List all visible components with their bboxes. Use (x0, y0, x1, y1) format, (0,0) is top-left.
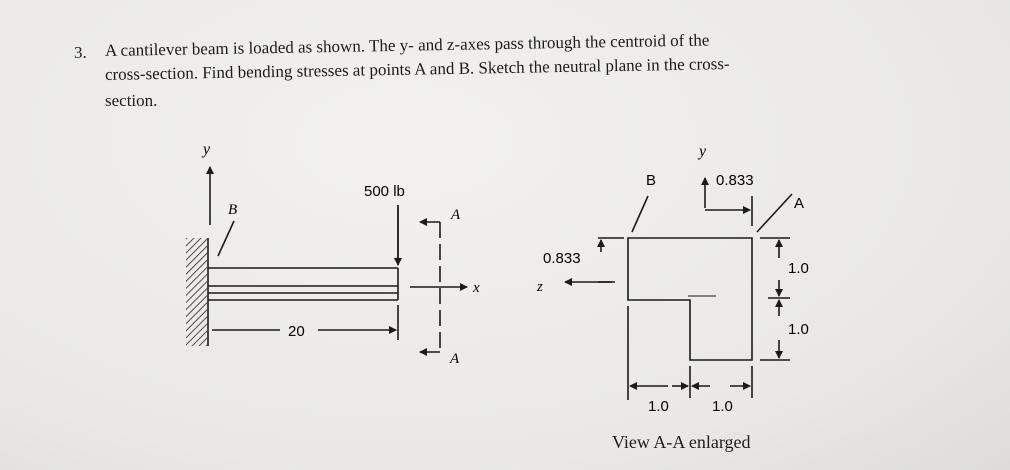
beam-body (208, 268, 398, 300)
question-text-line-3: section. (105, 91, 158, 110)
section-a-top-label: A (451, 207, 461, 223)
question-text-line-1: A cantilever beam is loaded as shown. The y- and z-axes pass through the centroid of the (104, 30, 710, 60)
cross-section-diagram (565, 178, 792, 400)
load-label: 500 lb (364, 183, 405, 200)
bottom-dimension-right-label: 1.0 (712, 398, 733, 415)
pointer-a-section (757, 194, 792, 232)
x-axis-label: x (473, 280, 480, 296)
l-section-outline (628, 238, 752, 360)
beam-y-label: y (203, 141, 211, 158)
length-label: 20 (288, 323, 305, 340)
question-text-line-2: cross-section. Find bending stresses at points A and B. Sketch the neutral plane in the cross- (104, 54, 730, 84)
section-point-b-label: B (646, 172, 657, 189)
z-axis-label: z (537, 279, 543, 295)
left-dimension-label: 0.833 (543, 250, 581, 267)
question-number: 3. (74, 43, 87, 62)
section-y-label: y (699, 143, 707, 160)
right-dimension-lower-label: 1.0 (788, 321, 809, 338)
section-point-a-label: A (794, 195, 805, 212)
pointer-b-beam (218, 221, 234, 256)
section-a-bottom-label: A (450, 351, 460, 367)
right-dimension-upper-label: 1.0 (788, 260, 809, 277)
beam-diagram (186, 167, 467, 352)
pointer-b-section (632, 196, 648, 232)
figure-caption: View A-A enlarged (612, 432, 751, 452)
point-b-label-beam: B (228, 202, 238, 218)
top-dimension-label: 0.833 (716, 172, 754, 189)
bottom-dimension-left-label: 1.0 (648, 398, 669, 415)
wall-support (186, 238, 207, 346)
